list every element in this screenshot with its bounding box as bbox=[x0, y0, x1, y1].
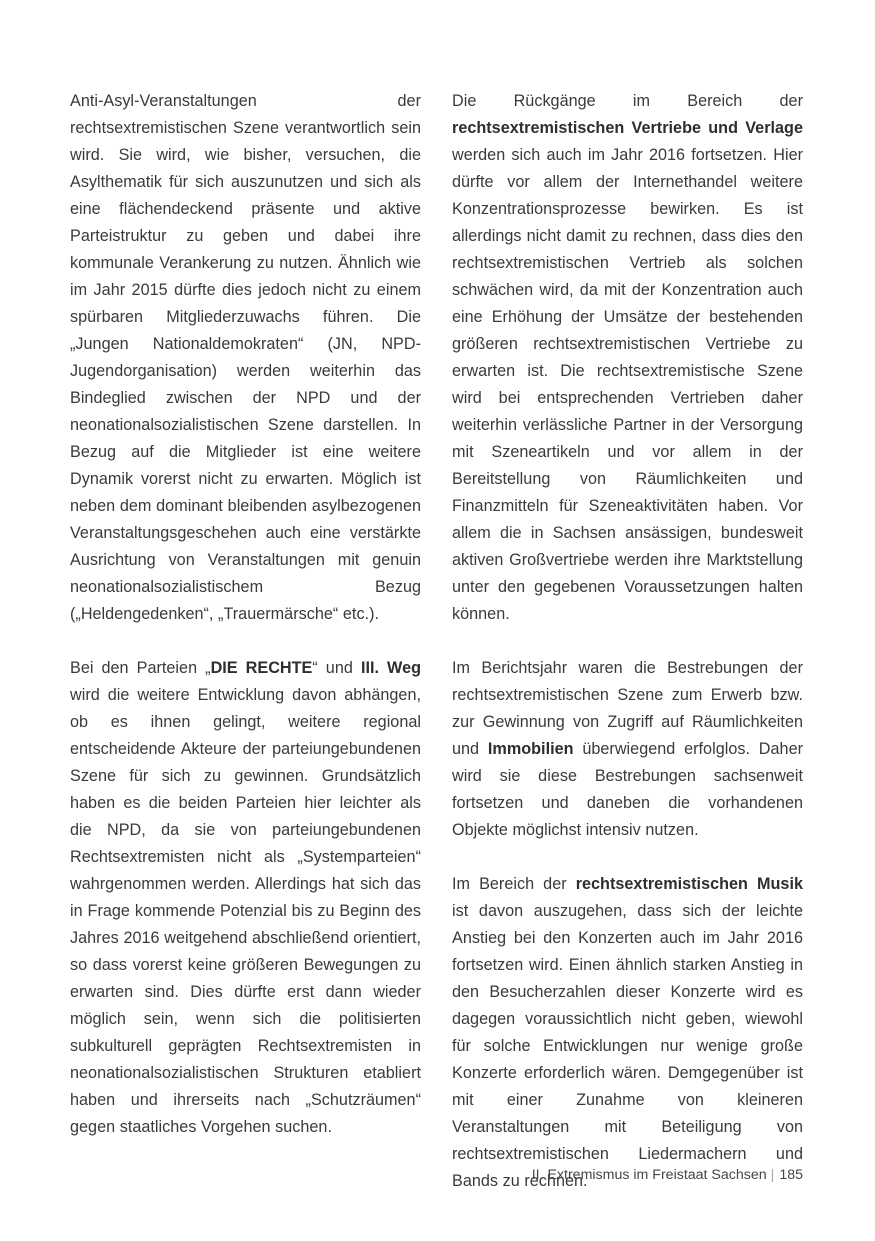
emphasis-term: rechtsextremistischen Musik bbox=[575, 875, 803, 893]
emphasis-term: DIE RECHTE bbox=[210, 659, 313, 677]
left-column bbox=[70, 88, 421, 1141]
footer-separator: | bbox=[770, 1167, 775, 1183]
paragraph: Im Bereich der rechtsextremistischen Musik ist davon auszugehen, dass sich der leichte Anstieg bei den Konzerten auch im Jahr 2016 fortsetzen wird. Einen ähnlich starken Anstieg in den Besucherzahlen dieser Konzerte wird es dagegen voraussichtlich nicht geben, wiewohl für solche Entwicklungen nur wenige große Konzerte erforderlich wären. Demgegenüber ist mit einer Zunahme von kleineren Veranstaltungen mit Beteiligung von rechtsextremistischen Liedermachern und Bands zu rechnen. bbox=[452, 875, 803, 1190]
emphasis-term: Immobilien bbox=[487, 740, 574, 758]
right-column bbox=[452, 88, 803, 1195]
paragraph: Anti-Asyl-Veranstaltungen der rechtsextremistischen Szene verantwortlich sein wird. Sie wird, wie bisher, versuchen, die Asylthematik für sich auszunutzen und sich als eine flächendeckend präsente und aktive Parteistruktur zu geben und dabei ihre kommunale Verankerung zu nutzen. Ähnlich wie im Jahr 2015 dürfte dies jedoch nicht zu einem spürbaren Mitgliederzuwachs führen. Die „Jungen Nationaldemokraten“ (JN, NPD-Jugendorganisation) werden weiterhin das Bindeglied zwischen der NPD und der neonationalsozialistischen Szene darstellen. In Bezug auf die Mitglieder ist eine weitere Dynamik vorerst nicht zu erwarten. Möglich ist neben dem dominant bleibenden asylbezogenen Veranstaltungsgeschehen auch eine verstärkte Ausrichtung von Veranstaltungen mit genuin neonationalsozialistischem Bezug („Heldengedenken“, „Trauermärsche“ etc.). bbox=[70, 92, 421, 623]
emphasis-term: rechtsextremistischen Vertriebe und Verlage bbox=[452, 119, 803, 137]
two-column-text-body bbox=[70, 88, 803, 1195]
paragraph: Im Berichtsjahr waren die Bestrebungen der rechtsextremistischen Szene zum Erwerb bzw. zur Gewinnung von Zugriff auf Räumlichkeiten und Immobilien überwiegend erfolglos. Daher wird sie diese Bestrebungen sachsenweit fortsetzen und daneben die vorhandenen Objekte möglichst intensiv nutzen. bbox=[452, 659, 803, 839]
footer-page-number: 185 bbox=[779, 1167, 803, 1183]
paragraph: Die Rückgänge im Bereich der rechtsextremistischen Vertriebe und Verlage werden sich auch im Jahr 2016 fortsetzen. Hier dürfte vor allem der Internethandel weitere Konzentrationsprozesse bewirken. Es ist allerdings nicht damit zu rechnen, dass dies den rechtsextremistischen Vertrieb als solchen schwächen wird, da mit der Konzentration auch eine Erhöhung der Umsätze der bestehenden größeren rechtsextremistischen Vertriebe zu erwarten ist. Die rechtsextremistische Szene wird bei entsprechenden Vertrieben daher weiterhin verlässliche Partner in der Versorgung mit Szeneartikeln und vor allem in der Bereitstellung von Räumlichkeiten und Finanzmitteln für Szeneaktivitäten haben. Vor allem die in Sachsen ansässigen, bundesweit aktiven Großvertriebe werden ihre Marktstellung unter den gegebenen Voraussetzungen halten können. bbox=[452, 92, 803, 623]
emphasis-term: III. Weg bbox=[360, 659, 421, 677]
page-footer bbox=[532, 1165, 803, 1185]
paragraph: Bei den Parteien „DIE RECHTE“ und III. Weg wird die weitere Entwicklung davon abhängen, ob es ihnen gelingt, weitere regional entscheidende Akteure der parteiungebundenen Szene für sich zu gewinnen. Grundsätzlich haben es die beiden Parteien hier leichter als die NPD, da sie von parteiungebundenen Rechtsextremisten nicht als „Systemparteien“ wahrgenommen werden. Allerdings hat sich das in Frage kommende Potenzial bis zu Beginn des Jahres 2016 weitgehend abschließend orientiert, so dass vorerst keine größeren Bewegungen zu erwarten sind. Dies dürfte erst dann wieder möglich sein, wenn sich die politisierten subkulturell geprägten Rechtsextremisten in neonationalsozialistischen Strukturen etabliert haben und ihrerseits nach „Schutzräumen“ gegen staatliches Vorgehen suchen. bbox=[70, 659, 421, 1136]
footer-chapter-label: II. Extremismus im Freistaat Sachsen bbox=[531, 1167, 767, 1183]
